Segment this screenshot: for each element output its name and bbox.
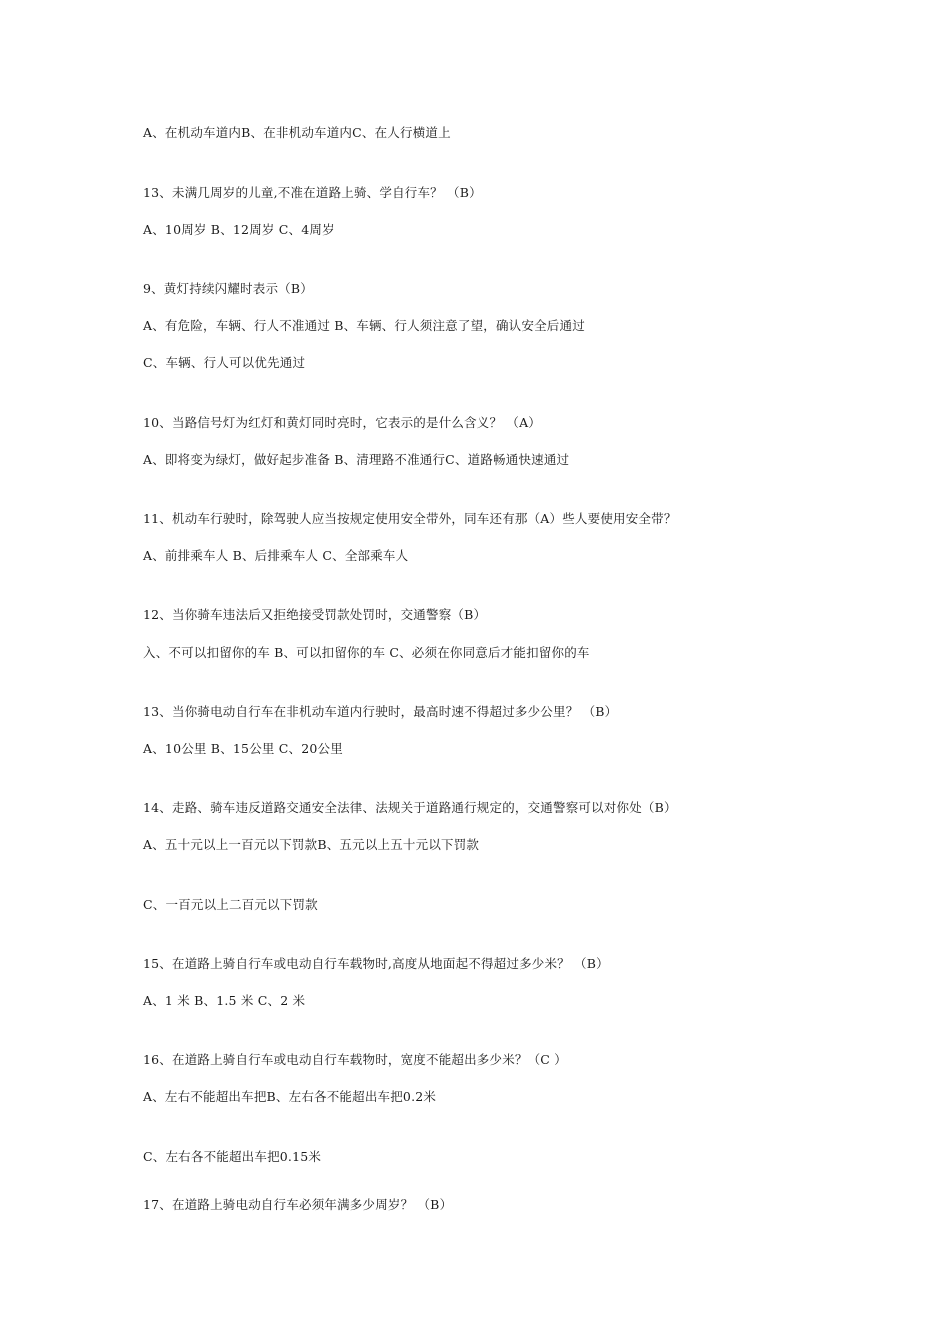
answer-options-line: A、在机动车道内B、在非机动车道内C、在人行横道上 [143,125,451,140]
question-line: 13、未满几周岁的儿童,不准在道路上骑、学自行车？ （B） [143,185,482,200]
answer-options-line: A、左右不能超出车把B、左右各不能超出车把0.2米 [143,1089,437,1104]
question-line: 15、在道路上骑自行车或电动自行车载物时,高度从地面起不得超过多少米？ （B） [143,956,609,971]
answer-options-line: A、10周岁 B、12周岁 C、4周岁 [143,222,335,237]
answer-options-line: A、即将变为绿灯，做好起步准备 B、清理路不准通行C、道路畅通快速通过 [143,452,570,467]
answer-options-line: C、一百元以上二百元以下罚款 [143,897,318,912]
question-line: 11、机动车行驶时，除驾驶人应当按规定使用安全带外，同车还有那（A）些人要使用安全带？ [143,511,677,526]
answer-options-line: A、有危险，车辆、行人不准通过 B、车辆、行人须注意了望，确认安全后通过 [143,318,585,333]
question-line: 13、当你骑电动自行车在非机动车道内行驶时，最高时速不得超过多少公里？ （B） [143,704,618,719]
question-line: 12、当你骑车违法后又拒绝接受罚款处罚时，交通警察（B） [143,607,487,622]
answer-options-line: A、五十元以上一百元以下罚款B、五元以上五十元以下罚款 [143,837,480,852]
question-line: 14、走路、骑车违反道路交通安全法律、法规关于道路通行规定的，交通警察可以对你处（B） [143,800,677,815]
question-line: 10、当路信号灯为红灯和黄灯同时亮时，它表示的是什么含义？ （A） [143,415,542,430]
question-line: 16、在道路上骑自行车或电动自行车载物时，宽度不能超出多少米？（C ） [143,1052,567,1067]
answer-options-line: A、10公里 B、15公里 C、20公里 [143,741,343,756]
answer-options-line: C、车辆、行人可以优先通过 [143,355,306,370]
question-line: 17、在道路上骑电动自行车必须年满多少周岁？ （B） [143,1197,453,1212]
answer-options-line: 入、不可以扣留你的车 B、可以扣留你的车 C、必须在你同意后才能扣留你的车 [143,645,590,660]
answer-options-line: A、前排乘车人 B、后排乘车人 C、全部乘车人 [143,548,409,563]
answer-options-line: A、1 米 B、1.5 米 C、2 米 [143,993,306,1008]
answer-options-line: C、左右各不能超出车把0.15米 [143,1149,322,1164]
question-line: 9、黄灯持续闪耀时表示（B） [143,281,313,296]
